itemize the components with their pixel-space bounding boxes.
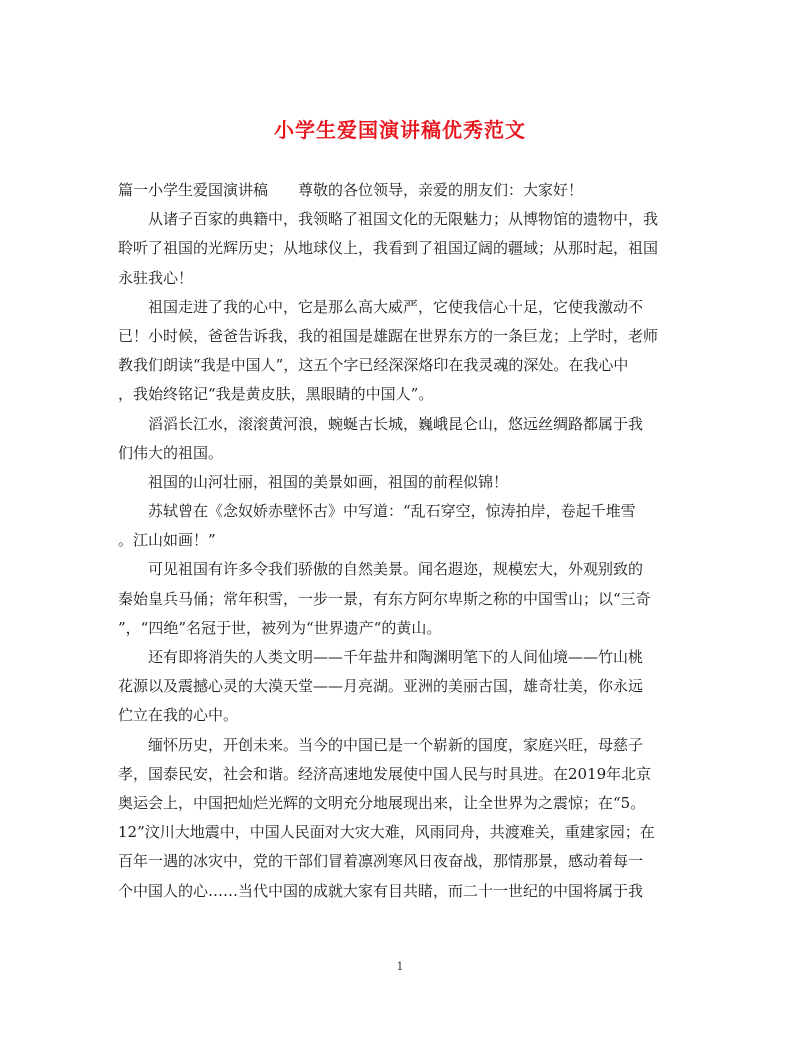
page-number: 1 bbox=[396, 960, 404, 973]
body-line: 教我们朗读“我是中国人”，这五个字已经深深烙印在我灵魂的深处。在我心中 bbox=[118, 356, 629, 375]
body-line: 。江山如画！” bbox=[118, 531, 216, 550]
document-title: 小学生爱国演讲稿优秀范文 bbox=[274, 118, 526, 142]
body-line: 从诸子百家的典籍中，我领略了祖国文化的无限魅力；从博物馆的遗物中，我 bbox=[118, 210, 659, 229]
body-line: 秦始皇兵马俑；常年积雪，一步一景，有东方阿尔卑斯之称的中国雪山；以“三奇 bbox=[118, 589, 651, 608]
body-line: 聆听了祖国的光辉历史；从地球仪上，我看到了祖国辽阔的疆域；从那时起，祖国 bbox=[118, 239, 659, 258]
body-line: 祖国走进了我的心中，它是那么高大威严，它使我信心十足，它使我激动不 bbox=[118, 297, 644, 316]
body-line: 可见祖国有许多令我们骄傲的自然美景。闻名遐迩，规模宏大，外观别致的 bbox=[118, 560, 644, 579]
body-line: 孝，国泰民安，社会和谐。经济高速地发展使中国人民与时具进。在2019年北京 bbox=[118, 764, 652, 783]
body-line: 祖国的山河壮丽，祖国的美景如画，祖国的前程似锦！ bbox=[118, 472, 509, 491]
body-line: 个中国人的心……当代中国的成就大家有目共睹，而二十一世纪的中国将属于我 bbox=[118, 881, 644, 900]
document-body bbox=[118, 176, 684, 906]
body-line: 伫立在我的心中。 bbox=[118, 706, 239, 725]
body-line: 滔滔长江水，滚滚黄河浪，蜿蜒古长城，巍峨昆仑山，悠远丝绸路都属于我 bbox=[118, 414, 644, 433]
body-line: 篇一小学生爱国演讲稿 尊敬的各位领导，亲爱的朋友们：大家好！ bbox=[118, 181, 584, 199]
body-line: 还有即将消失的人类文明——千年盐井和陶渊明笔下的人间仙境——竹山桃 bbox=[118, 648, 644, 666]
body-line: 12”汶川大地震中，中国人民面对大灾大难，风雨同舟，共渡难关，重建家园；在 bbox=[118, 823, 655, 842]
body-line: 百年一遇的冰灾中，党的干部们冒着凛冽寒风日夜奋战，那情那景，感动着每一 bbox=[118, 852, 644, 871]
body-line: ，我始终铭记“我是黄皮肤，黑眼睛的中国人”。 bbox=[118, 385, 434, 404]
body-line: 花源以及震撼心灵的大漠天堂——月亮湖。亚洲的美丽古国，雄奇壮美，你永远 bbox=[118, 677, 644, 696]
body-line: 苏轼曾在《念奴娇赤壁怀古》中写道：“乱石穿空，惊涛拍岸，卷起千堆雪 bbox=[118, 502, 636, 521]
body-line: 奥运会上，中国把灿烂光辉的文明充分地展现出来，让全世界为之震惊；在“5。 bbox=[118, 793, 646, 812]
body-line: 已！小时候，爸爸告诉我，我的祖国是雄踞在世界东方的一条巨龙；上学时，老师 bbox=[118, 326, 659, 345]
body-line: 永驻我心！ bbox=[118, 268, 194, 287]
body-line: ”，“四绝”名冠于世，被列为“世界遗产“的黄山。 bbox=[118, 618, 442, 637]
body-line: 们伟大的祖国。 bbox=[118, 443, 224, 462]
body-line: 缅怀历史，开创未来。当今的中国已是一个崭新的国度，家庭兴旺，母慈子 bbox=[118, 735, 644, 754]
